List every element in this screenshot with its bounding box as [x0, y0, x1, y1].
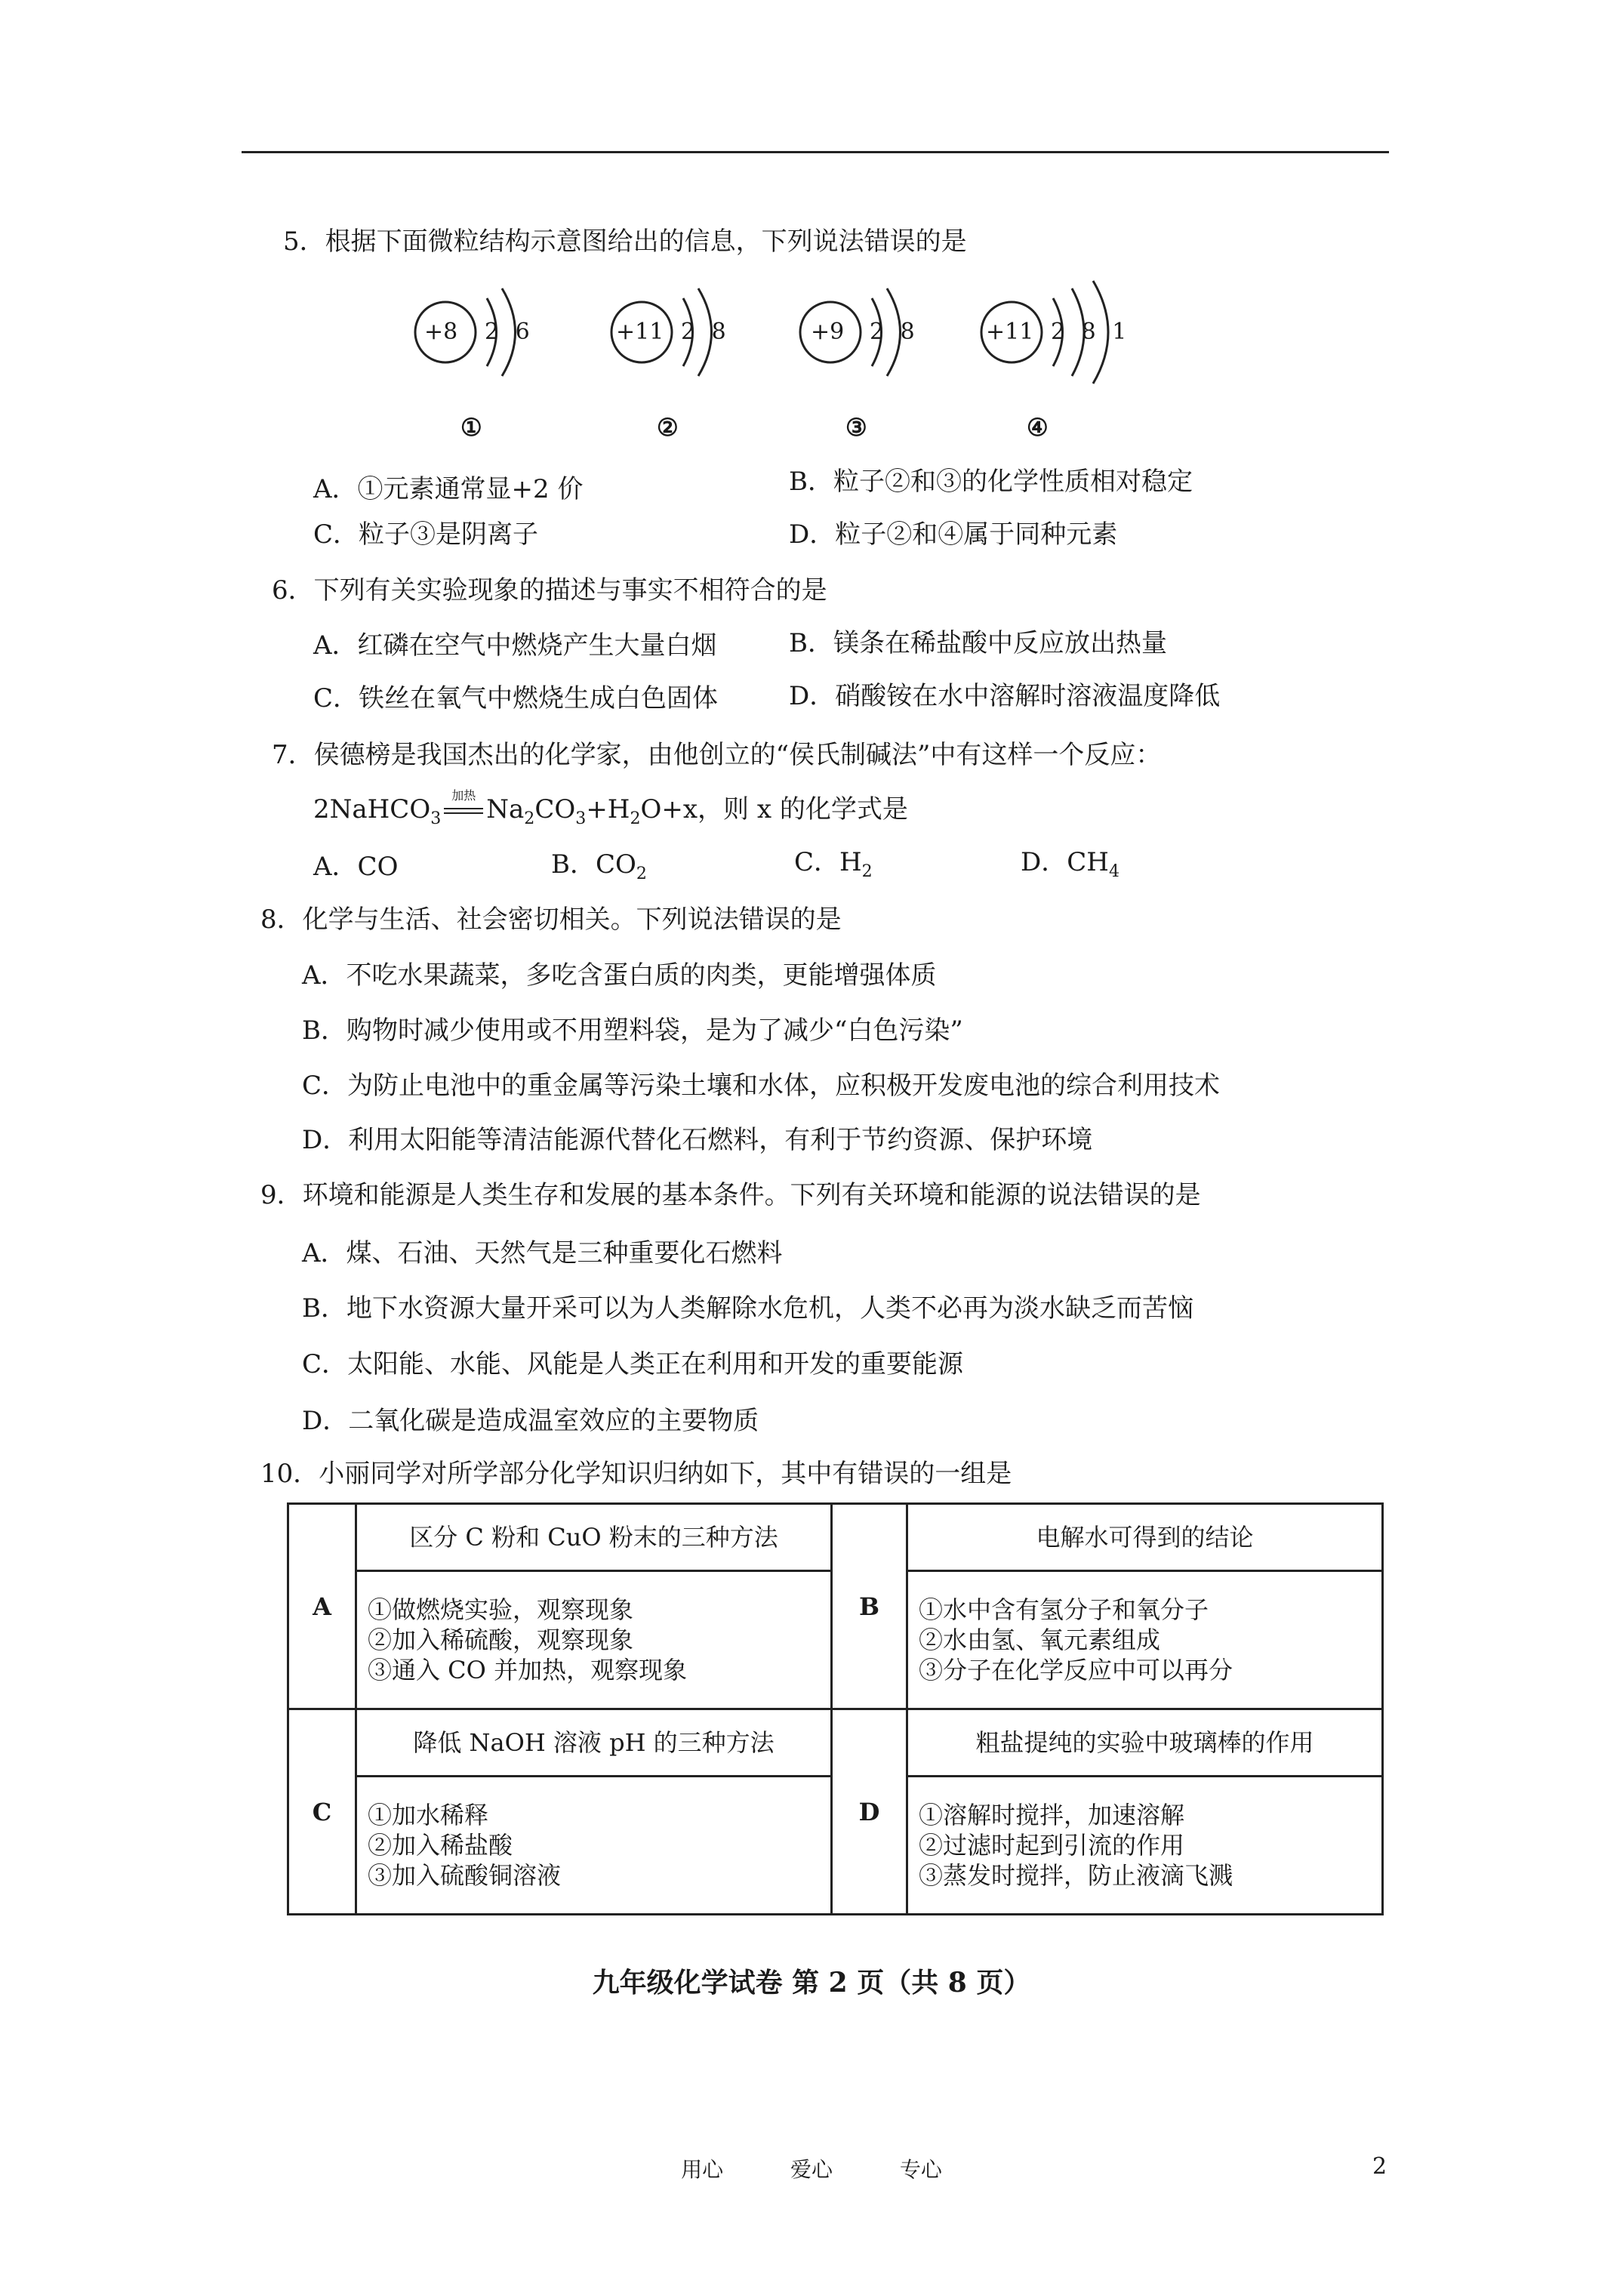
atom-diagram-1 [400, 279, 596, 453]
atom-structure-diagrams [377, 279, 1208, 453]
q10-stem: 10．小丽同学对所学部分化学知识归纳如下，其中有错误的一组是 [260, 1459, 1012, 1489]
atom-2-nucleus: +11 [616, 319, 664, 345]
q7-option-d-sub: 4 [1108, 861, 1119, 881]
table-item: ②过滤时起到引流的作用 [919, 1831, 1185, 1860]
knowledge-summary-table [287, 1502, 1384, 1915]
q7-option-d [1021, 847, 1119, 881]
atom-diagram-2 [596, 279, 793, 453]
atom-2-electrons: 2 8 [681, 319, 731, 345]
q9-option-d: D．二氧化碳是造成温室效应的主要物质 [302, 1406, 759, 1436]
q7-stem: 7．侯德榜是我国杰出的化学家，由他创立的“侯氏制碱法”中有这样一个反应： [272, 740, 1162, 770]
table-item: ②加入稀硫酸，观察现象 [368, 1626, 634, 1654]
atom-diagram-4 [966, 279, 1193, 453]
q7-option-b-sub: 2 [636, 863, 647, 883]
q6-option-b: B．镁条在稀盐酸中反应放出热量 [789, 628, 1167, 658]
q8-option-a: A．不吃水果蔬菜，多吃含蛋白质的肉类，更能增强体质 [302, 960, 937, 991]
table-item: ③通入 CO 并加热，观察现象 [368, 1656, 688, 1684]
page-number: 2 [1372, 2153, 1387, 2180]
q9-option-a: A．煤、石油、天然气是三种重要化石燃料 [302, 1238, 783, 1268]
q5-option-d: D．粒子②和④属于同种元素 [789, 519, 1118, 550]
q6-option-c: C．铁丝在氧气中燃烧生成白色固体 [313, 683, 719, 713]
q7-eq-condition: 加热 [451, 788, 476, 803]
exam-footer-title: 九年级化学试卷 第 2 页（共 8 页） [592, 1967, 1031, 1999]
atom-3-electrons: 2 8 [870, 319, 919, 345]
q9-option-b: B．地下水资源大量开采可以为人类解除水危机，人类不必再为淡水缺乏而苦恼 [302, 1293, 1193, 1324]
atom-3-nucleus: +9 [811, 319, 845, 345]
table-cell-letter-b: B [832, 1504, 907, 1709]
q7-eq-arrow [441, 788, 486, 824]
atom-1-electrons: 2 6 [485, 319, 534, 345]
table-item: ①做燃烧实验，观察现象 [368, 1595, 634, 1624]
q7-eq-sub4: 2 [630, 808, 641, 828]
table-item: ③分子在化学反应中可以再分 [919, 1656, 1233, 1684]
q9-stem: 9．环境和能源是人类生存和发展的基本条件。下列有关环境和能源的说法错误的是 [260, 1180, 1201, 1210]
q7-equation [313, 788, 908, 828]
q7-option-b-text: B．CO [551, 849, 636, 880]
atom-4-nucleus: +11 [986, 319, 1034, 345]
table-cell-letter-c: C [288, 1709, 356, 1915]
q6-option-a: A．红磷在空气中燃烧产生大量白烟 [313, 630, 717, 661]
atom-2-label: ② [657, 413, 679, 442]
table-item: ①加水稀释 [368, 1801, 489, 1829]
header-rule [242, 151, 1389, 153]
q7-eq-tail: O+x，则 x 的化学式是 [640, 794, 908, 824]
q7-option-c-sub: 2 [861, 861, 873, 881]
table-cell-items-c [356, 1777, 832, 1915]
q6-stem: 6．下列有关实验现象的描述与事实不相符合的是 [272, 575, 827, 606]
q5-stem: 5．根据下面微粒结构示意图给出的信息，下列说法错误的是 [283, 227, 967, 257]
table-item: ②加入稀盐酸 [368, 1831, 513, 1860]
table-item: ③蒸发时搅拌，防止液滴飞溅 [919, 1861, 1233, 1890]
table-item: ③加入硫酸铜溶液 [368, 1861, 562, 1890]
q8-option-d: D．利用太阳能等清洁能源代替化石燃料，有利于节约资源、保护环境 [302, 1125, 1093, 1155]
atom-4-label: ④ [1027, 413, 1049, 442]
q8-option-b: B．购物时减少使用或不用塑料袋，是为了减少“白色污染” [302, 1015, 963, 1046]
q7-option-d-text: D．CH [1021, 847, 1109, 877]
atom-4-electrons: 2 8 1 [1051, 319, 1132, 345]
table-cell-head-c: 降低 NaOH 溶液 pH 的三种方法 [356, 1709, 832, 1777]
q8-option-c: C．为防止电池中的重金属等污染土壤和水体，应积极开发废电池的综合利用技术 [302, 1071, 1221, 1101]
table-cell-items-a [356, 1571, 832, 1709]
q5-option-b: B．粒子②和③的化学性质相对稳定 [789, 467, 1193, 497]
q7-eq-h: +H [586, 794, 630, 824]
q9-option-c: C．太阳能、水能、风能是人类正在利用和开发的重要能源 [302, 1349, 964, 1379]
q7-eq-sub3: 3 [575, 808, 587, 828]
q7-eq-sub1: 3 [430, 808, 442, 828]
atom-3-label: ③ [845, 413, 867, 442]
footer-slogan: 用心 爱心 专心 [681, 2157, 942, 2182]
q7-eq-co: CO [534, 794, 576, 824]
q7-eq-equals-sign [444, 808, 483, 814]
q6-option-d: D．硝酸铵在水中溶解时溶液温度降低 [789, 681, 1221, 711]
table-cell-head-a: 区分 C 粉和 CuO 粉末的三种方法 [356, 1504, 832, 1571]
table-cell-letter-a: A [288, 1504, 356, 1709]
table-item: ①溶解时搅拌，加速溶解 [919, 1801, 1185, 1829]
q7-eq-reactant: 2NaHCO [313, 794, 431, 824]
table-cell-items-d [907, 1777, 1383, 1915]
table-cell-head-b: 电解水可得到的结论 [907, 1504, 1383, 1571]
q7-option-c [794, 847, 873, 881]
table-item: ②水由氢、氧元素组成 [919, 1626, 1161, 1654]
table-cell-head-d: 粗盐提纯的实验中玻璃棒的作用 [907, 1709, 1383, 1777]
atom-diagram-3 [785, 279, 981, 453]
table-cell-items-b [907, 1571, 1383, 1709]
q7-eq-sub2: 2 [524, 808, 535, 828]
q5-option-c: C．粒子③是阴离子 [313, 519, 539, 550]
table-cell-letter-d: D [832, 1709, 907, 1915]
table-item: ①水中含有氢分子和氧分子 [919, 1595, 1209, 1624]
q7-option-c-text: C．H [794, 847, 862, 877]
q10-summary-table [287, 1502, 1381, 1895]
atom-1-nucleus: +8 [424, 319, 458, 345]
q7-eq-na: Na [486, 794, 525, 824]
q7-option-b [551, 849, 647, 883]
atom-1-label: ① [460, 413, 482, 442]
q7-option-a: A．CO [313, 852, 399, 882]
q5-option-a: A．①元素通常显+2 价 [313, 474, 584, 504]
q8-stem: 8．化学与生活、社会密切相关。下列说法错误的是 [260, 905, 842, 935]
